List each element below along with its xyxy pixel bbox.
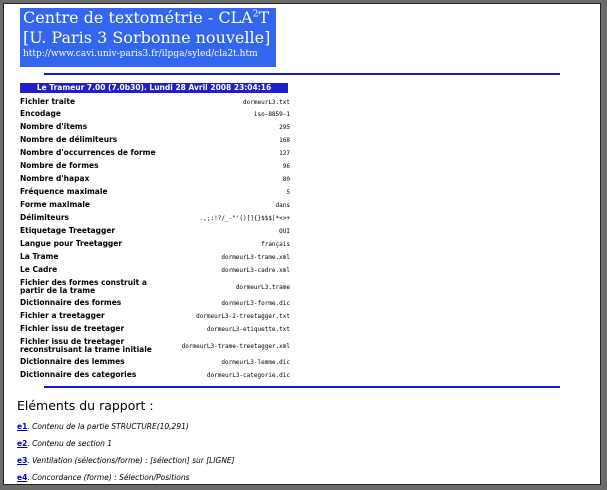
rapport-link-e2[interactable]: e2: [17, 439, 28, 448]
header-title-main: Centre de textométrie - CLA: [23, 8, 253, 27]
info-label: Dictionnaire des lemmes: [20, 357, 125, 367]
info-row: [20, 173, 290, 186]
info-row: [20, 212, 290, 225]
info-row: [20, 264, 290, 277]
rapport-desc-e3: . Ventilation (sélections/forme) : [sélection] sur [LIGNE]: [27, 456, 235, 465]
info-row: [20, 310, 290, 323]
info-value: dormeurL3.txt: [243, 98, 290, 106]
info-row: [20, 147, 290, 160]
info-label: La Trame: [20, 252, 59, 262]
info-label: Nombre de délimiteurs: [20, 135, 118, 145]
info-label: Fichier traite: [20, 96, 76, 106]
divider-bottom: [44, 386, 560, 388]
info-value: dormeurL3-lemme.dic: [221, 359, 290, 366]
info-label: Fichier issu de treetager: [20, 324, 125, 334]
info-label: Dictionnaire des formes: [20, 298, 122, 308]
info-value: 127: [279, 150, 290, 157]
rapport-link-e4[interactable]: e4: [17, 473, 28, 482]
info-label: Nombre d'hapax: [20, 174, 90, 184]
rapport-item-e1: [17, 422, 189, 431]
header-title-sup: 2: [252, 9, 259, 20]
info-label: Forme maximale: [20, 200, 91, 210]
rapport-item-e3: [17, 456, 235, 465]
header-title: [20, 8, 276, 28]
rapport-item-e4: [17, 473, 190, 482]
info-row: [20, 96, 290, 108]
info-label: Fréquence maximale: [20, 187, 108, 197]
info-row: [20, 199, 290, 212]
rapport-item-e2: [17, 439, 112, 448]
info-value: dormeurL3-categorie.dic: [206, 372, 290, 379]
info-value: iso-8859-1: [253, 111, 290, 118]
info-value: .,;:!?/_-"'()[]{}$$$|*<>+: [199, 215, 290, 222]
rapport-link-e1[interactable]: e1: [17, 422, 28, 431]
info-label: Encodage: [20, 109, 61, 119]
info-row: [20, 186, 290, 199]
report-title-bar: Le Trameur 7.00 (7.0b30). Lundi 28 Avril 2008 23:04:16: [20, 83, 288, 93]
rapport-link-e3[interactable]: e3: [17, 456, 28, 465]
info-row: [20, 297, 290, 310]
divider-top: [44, 73, 560, 75]
info-value: dans: [275, 202, 290, 209]
info-row: [20, 238, 290, 251]
info-value: 5: [286, 189, 290, 196]
info-label: Langue pour Treetagger: [20, 239, 123, 249]
info-value: 168: [279, 137, 290, 144]
info-row: [20, 277, 290, 297]
info-value: français: [261, 241, 290, 248]
report-page: [3, 3, 601, 485]
info-label: Fichier issu de treetager reconstruisant la trame initiale: [20, 336, 152, 354]
info-label: Fichier des formes construit a partir de la trame: [20, 277, 147, 295]
info-row: [20, 323, 290, 336]
info-label: Le Cadre: [20, 265, 58, 275]
info-value: dormeurL3-trame.xml: [221, 254, 290, 261]
rapport-desc-e1: . Contenu de la partie STRUCTURE(10,291): [27, 422, 189, 431]
info-label: Dictionnaire des categories: [20, 370, 137, 380]
info-label: Etiquetage Treetagger: [20, 226, 116, 236]
info-value: 96: [282, 163, 290, 170]
info-label: Nombre d'items: [20, 122, 88, 132]
info-row: [20, 121, 290, 134]
info-value: dormeurL3-2-treetagger.txt: [196, 313, 290, 320]
info-row: [20, 251, 290, 264]
info-label: Délimiteurs: [20, 213, 70, 223]
info-row: [20, 160, 290, 173]
info-row: [20, 356, 290, 369]
info-row: [20, 134, 290, 147]
info-label: Fichier a treetagger: [20, 311, 105, 321]
info-row: [20, 369, 290, 382]
info-value: OUI: [279, 228, 290, 235]
header-title-end: T: [258, 8, 270, 27]
header-banner: [20, 8, 276, 67]
header-url[interactable]: http://www.cavi.univ-paris3.fr/ilpga/syled/cla2t.htm: [23, 49, 258, 59]
info-value: dormeurL3-cadre.xml: [221, 267, 290, 274]
header-subtitle: [U. Paris 3 Sorbonne nouvelle]: [23, 28, 271, 47]
info-value: dormeurL3-forme.dic: [221, 300, 290, 307]
info-label: Nombre d'occurrences de forme: [20, 148, 156, 158]
rapport-desc-e4: . Concordance (forme) : Sélection/Positions: [27, 473, 190, 482]
info-row: [20, 108, 290, 121]
info-row: [20, 225, 290, 238]
info-value: dormeurL3-trame-treetagger.xml: [181, 342, 290, 350]
rapport-desc-e2: . Contenu de section 1: [27, 439, 113, 448]
rapport-heading: Eléments du rapport :: [17, 398, 154, 413]
info-value: dormeurL3-etiquette.txt: [206, 326, 290, 333]
info-value: dormeurL3.trame: [235, 283, 290, 291]
report-info-table: [20, 96, 290, 382]
info-row: [20, 336, 290, 356]
info-label: Nombre de formes: [20, 161, 99, 171]
info-value: 80: [282, 176, 290, 183]
info-value: 295: [279, 124, 290, 131]
